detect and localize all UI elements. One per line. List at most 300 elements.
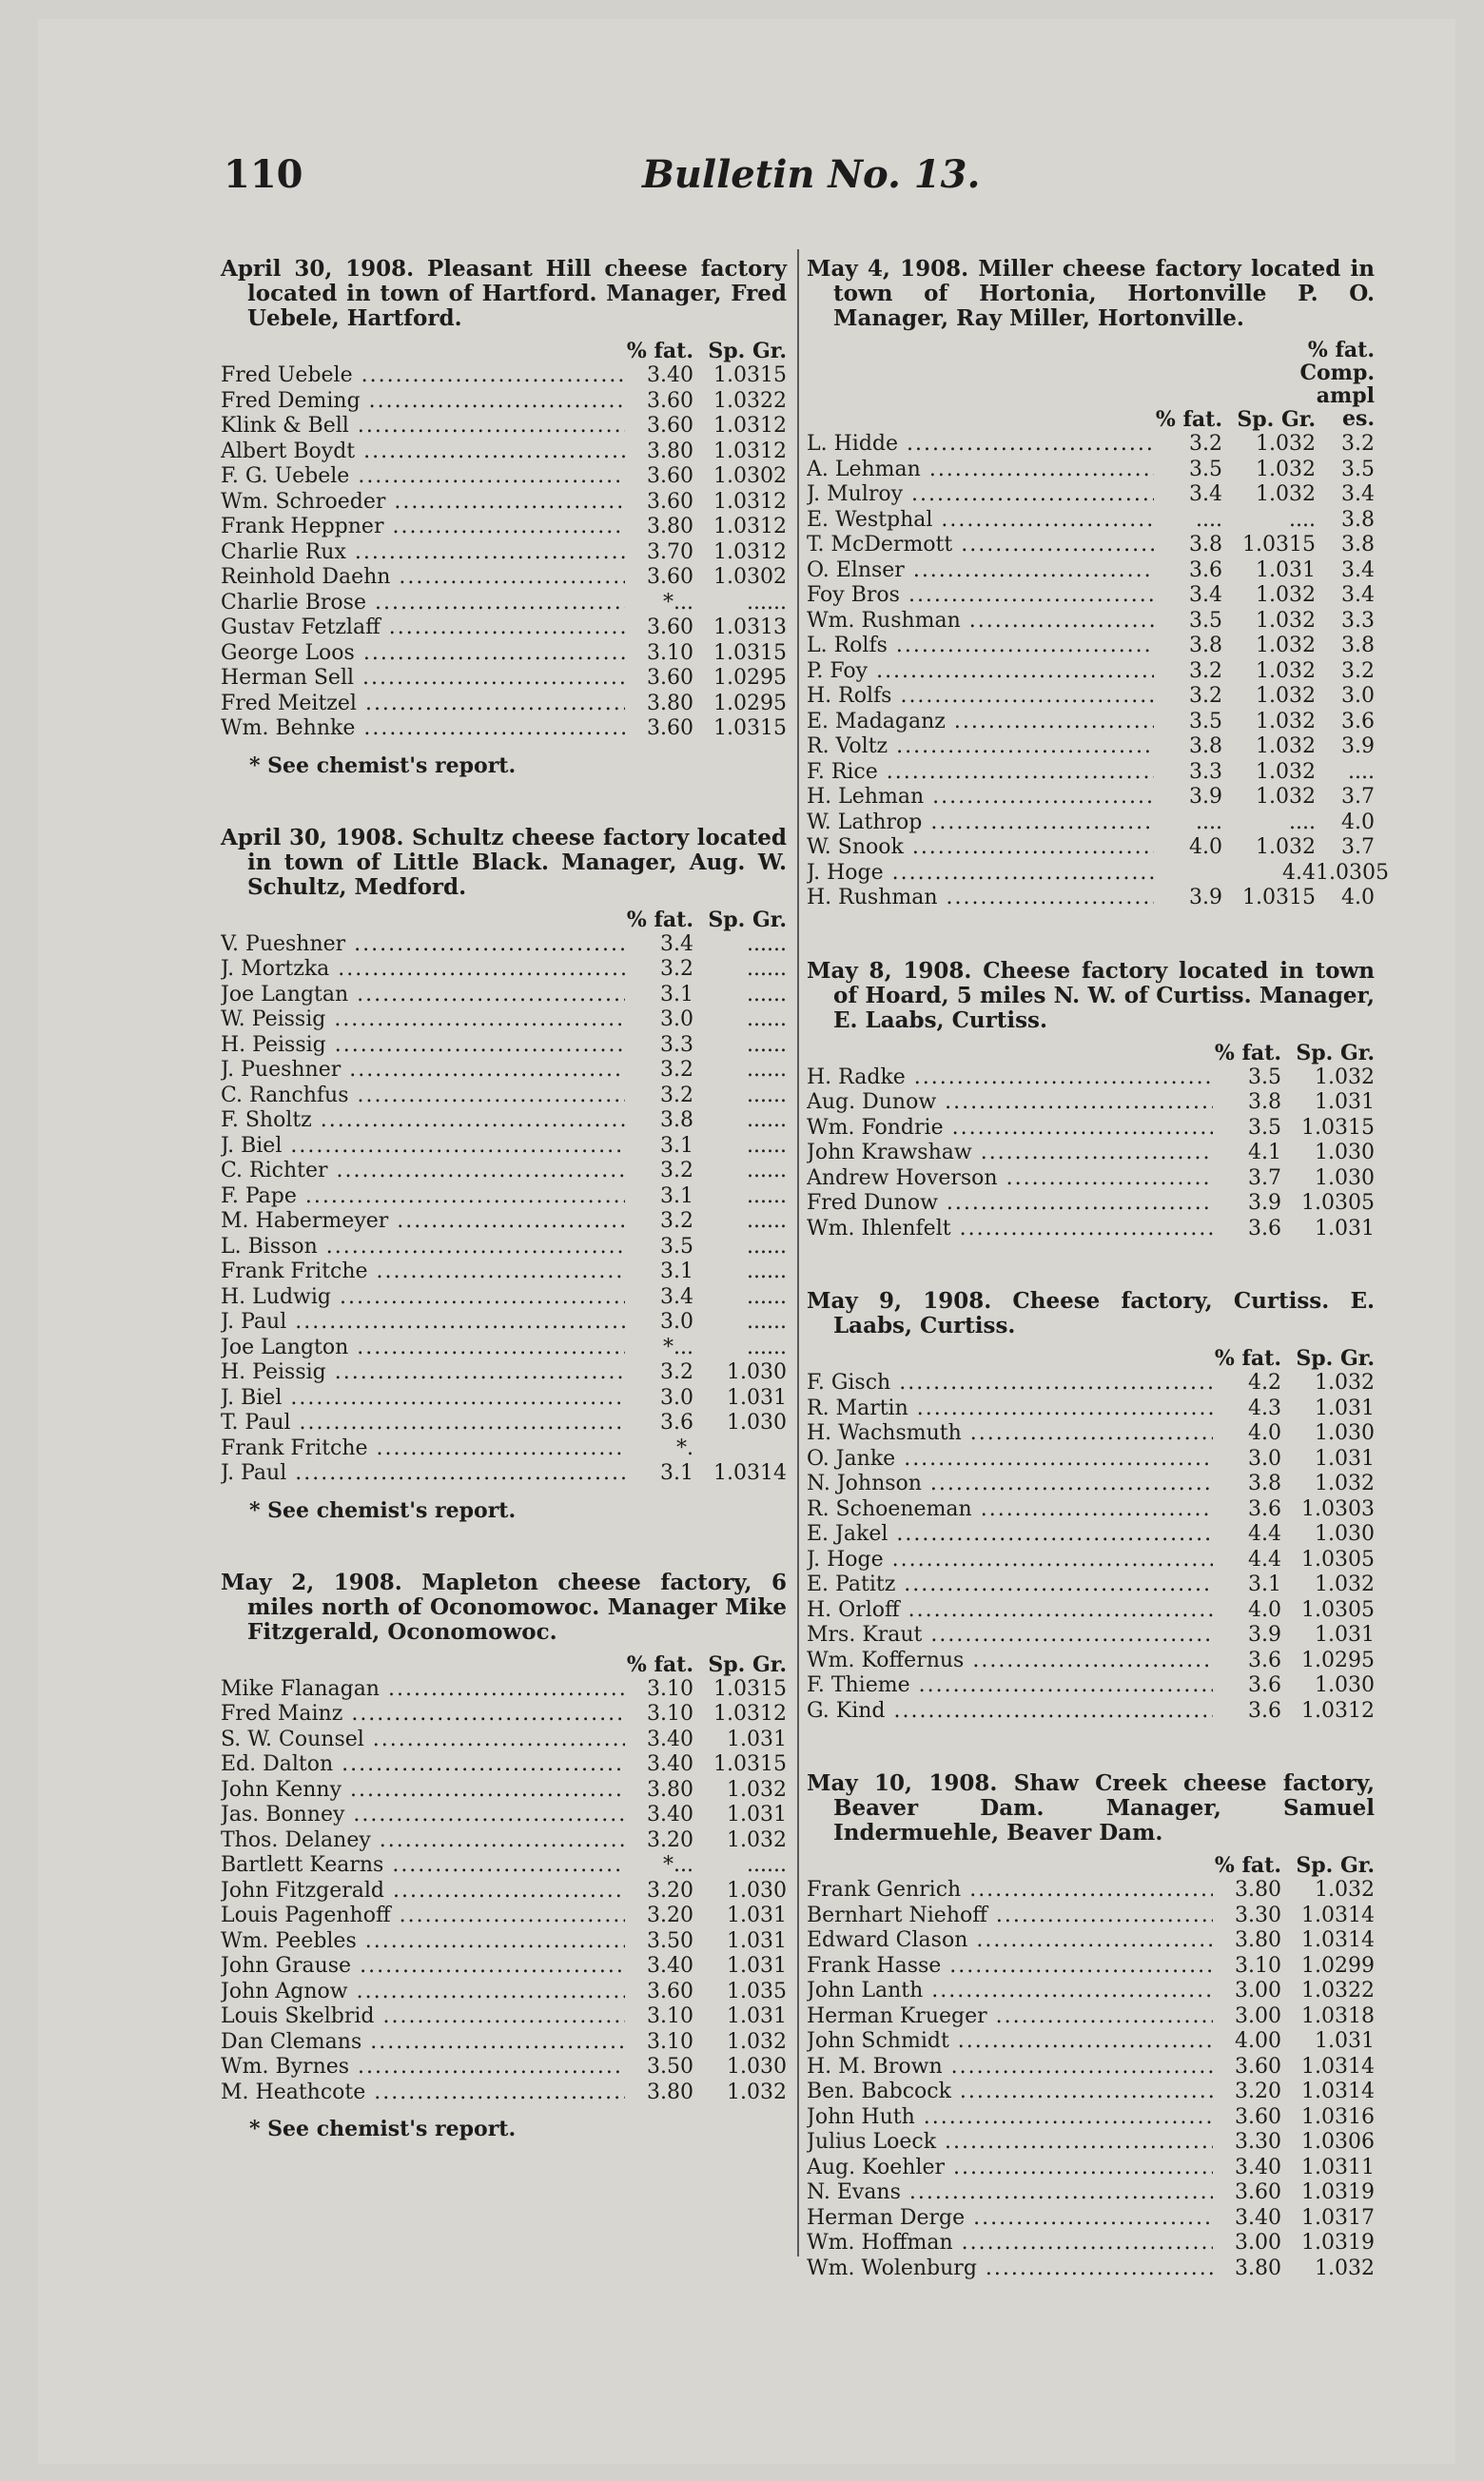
- sp-gr-value: 1.0312: [713, 1702, 787, 1726]
- sp-gr-value: 1.0302: [713, 464, 787, 488]
- fat-value: 3.80: [647, 1777, 693, 1802]
- patron-name: E. Patitz .....: [807, 1573, 1213, 1598]
- patron-name: N. Evans .....: [807, 2180, 1213, 2206]
- fat-value: ....: [1196, 507, 1222, 532]
- patron-name: Charlie Brose .....: [221, 591, 625, 616]
- sp-gr-value: 4.4: [1282, 860, 1316, 885]
- patron-name: Wm. Behnke .....: [221, 716, 625, 742]
- fat-value: 4.1: [1248, 1141, 1281, 1164]
- fat-value: 3.40: [647, 1752, 693, 1776]
- sp-gr-value: ......: [747, 1133, 787, 1158]
- table-row: [807, 1497, 1375, 1523]
- col-header-fat: % fat.: [1214, 1853, 1281, 1878]
- sp-gr-value: ......: [747, 1260, 787, 1283]
- sp-gr-value: 1.030: [727, 2055, 787, 2079]
- sp-gr-value: 1.0312: [713, 489, 787, 514]
- fat-value: 3.1: [660, 982, 693, 1006]
- table-row: [221, 932, 787, 958]
- fat-value: 4.0: [1248, 1421, 1281, 1445]
- table-row: [807, 785, 1375, 811]
- table-row: [807, 634, 1375, 659]
- composite-fat-value: 3.7: [1341, 785, 1375, 809]
- patron-name: Herman Derge .....: [807, 2206, 1213, 2232]
- patron-name: Fred Deming .....: [221, 389, 625, 415]
- patron-name: F. Sholtz .....: [221, 1108, 625, 1134]
- column-headers: [221, 337, 787, 363]
- patron-name: Joe Langtan .....: [221, 983, 625, 1008]
- fat-value: 3.60: [647, 666, 693, 690]
- patron-name: H. M. Brown .....: [807, 2055, 1213, 2081]
- table-row: [807, 1116, 1375, 1142]
- fat-value: 3.8: [1248, 1472, 1281, 1495]
- table-row: [221, 1461, 787, 1487]
- patron-name: H. Lehman .....: [807, 785, 1154, 811]
- patron-name: L. Bisson .....: [221, 1235, 625, 1260]
- patron-name: T. Paul .....: [221, 1411, 625, 1436]
- table-row: [221, 1159, 787, 1184]
- patron-name: J. Pueshner .....: [221, 1058, 625, 1084]
- patron-name: Louis Pagenhoff .....: [221, 1904, 625, 1929]
- table-row: [807, 1699, 1375, 1725]
- patron-name: Wm. Fondrie .....: [807, 1116, 1213, 1142]
- patron-name: M. Habermeyer .....: [221, 1209, 625, 1235]
- footnote: * See chemist's report.: [249, 2117, 517, 2141]
- table-row: [807, 1397, 1375, 1422]
- fat-value: 3.9: [1248, 1191, 1281, 1215]
- table-row: [221, 2081, 787, 2106]
- fat-value: 3.6: [1248, 1673, 1281, 1697]
- sp-gr-value: 1.0312: [713, 539, 787, 564]
- fat-value: 3.60: [647, 615, 693, 639]
- sp-gr-value: 1.031: [727, 1954, 787, 1978]
- fat-value: 3.20: [647, 1827, 693, 1852]
- table-row: [807, 1954, 1375, 1980]
- col-header-fat: % fat.: [626, 1651, 693, 1677]
- sp-gr-value: ......: [747, 1234, 787, 1259]
- table-row: [807, 835, 1375, 861]
- table-row: [807, 1472, 1375, 1497]
- fat-value: 3.40: [647, 1727, 693, 1751]
- sp-gr-value: 1.032: [1256, 785, 1316, 809]
- composite-fat-value: 4.0: [1341, 810, 1375, 834]
- table-row: [807, 1166, 1375, 1192]
- fat-value: 3.5: [1189, 709, 1222, 733]
- sp-gr-value: ......: [747, 1310, 787, 1334]
- patron-name: F. Gisch .....: [807, 1371, 1213, 1397]
- composite-fat-value: 3.5: [1341, 457, 1375, 481]
- composite-fat-value: 3.8: [1341, 634, 1375, 657]
- fat-value: 3.1: [1248, 1573, 1281, 1596]
- fat-value: 4.0: [1248, 1597, 1281, 1622]
- patron-name: S. W. Counsel .....: [221, 1728, 625, 1753]
- table-row: [221, 389, 787, 415]
- fat-value: 3.1: [660, 1260, 693, 1283]
- patron-name: Frank Hasse .....: [807, 1954, 1213, 1980]
- composite-fat-value: 3.6: [1341, 709, 1375, 733]
- sp-gr-value: 1.032: [727, 2029, 787, 2054]
- table-row: [807, 1904, 1375, 1929]
- table-row: [807, 860, 1389, 887]
- patron-name: Bartlett Kearns .....: [221, 1853, 625, 1879]
- sp-gr-value: 1.030: [1315, 1141, 1375, 1164]
- col-header-spgr: Sp. Gr.: [708, 907, 787, 932]
- sp-gr-value: 1.031: [1315, 1216, 1375, 1240]
- fat-value: 3.80: [647, 439, 693, 463]
- composite-fat-value: 3.8: [1341, 507, 1375, 532]
- table-row: [807, 1522, 1375, 1548]
- patron-name: John Huth .....: [807, 2105, 1213, 2131]
- col-header-fat: % fat.: [1155, 407, 1222, 432]
- table-row: [221, 565, 787, 591]
- patron-name: O. Elnser .....: [807, 558, 1154, 584]
- fat-value: 3.60: [647, 565, 693, 589]
- fat-value: 3.1: [660, 1183, 693, 1208]
- sp-gr-value: 1.0302: [713, 565, 787, 589]
- sp-gr-value: 1.0314: [713, 1461, 787, 1485]
- table-row: [807, 1065, 1375, 1091]
- table-row: [221, 540, 787, 566]
- sp-gr-value: 1.0295: [1301, 1648, 1375, 1672]
- table-row: [807, 1447, 1375, 1473]
- patron-name: Charlie Rux .....: [221, 540, 625, 566]
- sp-gr-value: 1.0316: [1301, 2104, 1375, 2129]
- sp-gr-value: ....: [1289, 810, 1316, 834]
- fat-value: 4.4: [1248, 1547, 1281, 1572]
- composite-fat-value: 1.0305: [1316, 860, 1389, 885]
- col-header-fat: % fat.: [626, 339, 693, 363]
- column-headers: [221, 1651, 787, 1677]
- col-header-fat: % fat.: [1214, 1040, 1281, 1065]
- table-row: [807, 811, 1375, 836]
- fat-value: 3.20: [647, 1878, 693, 1903]
- table-row: [221, 1411, 787, 1436]
- table-row: [221, 1360, 787, 1386]
- fat-value: *.: [676, 1436, 693, 1460]
- fat-value: *...: [663, 590, 693, 615]
- fat-value: 3.00: [1235, 1979, 1281, 2002]
- patron-name: H. Wachsmuth .....: [807, 1421, 1213, 1447]
- patron-name: J. Mortzka .....: [221, 957, 625, 983]
- table-row: [221, 692, 787, 717]
- fat-value: 3.80: [647, 2080, 693, 2104]
- sp-gr-value: ......: [747, 1083, 787, 1107]
- footnote: * See chemist's report.: [249, 1497, 517, 1523]
- report-section: [221, 826, 787, 1523]
- patron-name: Edward Clason .....: [807, 1928, 1213, 1954]
- table-row: [221, 1904, 787, 1929]
- patron-name: C. Ranchfus .....: [221, 1084, 625, 1109]
- patron-name: E. Westphal .....: [807, 508, 1154, 534]
- table-row: [221, 1310, 787, 1336]
- table-row: [221, 414, 787, 440]
- sp-gr-value: 1.0306: [1301, 2130, 1375, 2154]
- fat-value: 3.50: [647, 2055, 693, 2079]
- fat-value: 3.6: [1248, 1496, 1281, 1521]
- table-row: [807, 1141, 1375, 1166]
- sp-gr-value: 1.0313: [713, 615, 787, 639]
- patron-name: Fred Dunow .....: [807, 1191, 1213, 1217]
- patron-name: T. McDermott .....: [807, 533, 1154, 558]
- sp-gr-value: ......: [747, 1853, 787, 1877]
- patron-name: H. Orloff .....: [807, 1598, 1213, 1624]
- table-row: [221, 464, 787, 490]
- sp-gr-value: 1.0317: [1301, 2205, 1375, 2230]
- col-header-spgr: Sp. Gr.: [1296, 1346, 1375, 1371]
- fat-value: ....: [1196, 810, 1222, 834]
- fat-value: 3.2: [660, 957, 693, 981]
- composite-fat-value: 3.9: [1341, 734, 1375, 758]
- table-row: [807, 2105, 1375, 2131]
- patron-name: Wm. Schroeder .....: [221, 490, 625, 516]
- fat-value: 3.60: [1235, 2180, 1281, 2204]
- table-row: [807, 2130, 1375, 2156]
- patron-name: O. Janke .....: [807, 1447, 1213, 1473]
- patron-name: Louis Skelbrid .....: [221, 2004, 625, 2030]
- fat-value: 3.9: [1189, 886, 1222, 909]
- patron-name: V. Pueshner .....: [221, 932, 625, 958]
- patron-name: Bernhart Niehoff .....: [807, 1904, 1213, 1929]
- table-row: [221, 1209, 787, 1235]
- table-row: [807, 734, 1375, 760]
- patron-name: John Grause .....: [221, 1954, 625, 1980]
- sp-gr-value: 1.031: [1315, 1623, 1375, 1647]
- patron-name: L. Rolfs .....: [807, 634, 1154, 659]
- fat-value: 3.4: [660, 931, 693, 956]
- report-section: [221, 257, 787, 778]
- patron-name: E. Madaganz .....: [807, 710, 1154, 735]
- patron-name: W. Peissig .....: [221, 1007, 625, 1033]
- table-row: [221, 591, 787, 616]
- table-row: [221, 1828, 787, 1854]
- sp-gr-value: 1.032: [727, 2080, 787, 2104]
- sp-gr-value: 1.0318: [1301, 2003, 1375, 2028]
- sp-gr-value: 1.0314: [1301, 2054, 1375, 2079]
- patron-name: J. Paul .....: [221, 1461, 625, 1487]
- patron-name: Wm. Peebles .....: [221, 1929, 625, 1955]
- table-row: [807, 1928, 1375, 1954]
- fat-value: 3.3: [1189, 759, 1222, 784]
- sp-gr-value: ......: [747, 1007, 787, 1031]
- fat-value: 3.4: [660, 1284, 693, 1309]
- table-row: [221, 1677, 787, 1703]
- fat-value: *...: [663, 1335, 693, 1359]
- col-header-spgr: Sp. Gr.: [708, 339, 787, 363]
- table-row: [807, 533, 1375, 558]
- sp-gr-value: 1.031: [1315, 1090, 1375, 1114]
- table-row: [807, 1548, 1375, 1573]
- sp-gr-value: 1.0314: [1301, 1903, 1375, 1927]
- table-row: [807, 583, 1375, 609]
- fat-value: 3.5: [1189, 608, 1222, 633]
- patron-name: Andrew Hoverson .....: [807, 1166, 1213, 1192]
- patron-name: R. Voltz .....: [807, 734, 1154, 760]
- sp-gr-value: 1.032: [1256, 658, 1316, 683]
- table-row: [807, 1979, 1375, 2004]
- patron-name: John Agnow .....: [221, 1980, 625, 2005]
- fat-value: 3.2: [1189, 684, 1222, 708]
- sp-gr-value: 1.030: [1315, 1421, 1375, 1445]
- fat-value: 3.60: [1235, 2054, 1281, 2079]
- fat-value: 3.2: [1189, 658, 1222, 683]
- table-row: [221, 515, 787, 540]
- sp-gr-value: 1.0315: [713, 1752, 787, 1776]
- table-row: [807, 1598, 1375, 1624]
- sp-gr-value: 1.0319: [1301, 2180, 1375, 2204]
- sp-gr-value: ......: [747, 1335, 787, 1359]
- sp-gr-value: 1.032: [1256, 759, 1316, 784]
- section-heading: May 4, 1908. Miller cheese factory located in town of Hortonia, Hortonville P. O. Manager, Ray Miller, Hortonville.: [807, 256, 1375, 331]
- sp-gr-value: 1.032: [1256, 482, 1316, 506]
- sp-gr-value: 1.031: [727, 1904, 787, 1927]
- patron-name: Thos. Delaney .....: [221, 1828, 625, 1854]
- table-row: [807, 886, 1375, 911]
- sp-gr-value: 1.030: [727, 1878, 787, 1903]
- fat-value: 3.50: [647, 1928, 693, 1953]
- patron-name: Julius Loeck .....: [807, 2130, 1213, 2156]
- sp-gr-value: 1.0315: [1242, 533, 1316, 557]
- table-row: [807, 659, 1375, 685]
- fat-value: 3.80: [1235, 1878, 1281, 1902]
- composite-fat-value: 3.0: [1341, 684, 1375, 708]
- table-row: [807, 2206, 1375, 2232]
- sp-gr-value: ......: [747, 957, 787, 981]
- table-row: [221, 440, 787, 465]
- patron-name: Frank Heppner .....: [221, 515, 625, 540]
- fat-value: 3.8: [1248, 1090, 1281, 1114]
- patron-name: J. Hoge .....: [807, 1548, 1213, 1573]
- fat-value: 3.4: [1189, 482, 1222, 506]
- sp-gr-value: 1.031: [1315, 1396, 1375, 1420]
- patron-name: J. Biel .....: [221, 1134, 625, 1160]
- table-row: [221, 1336, 787, 1361]
- fat-value: 3.2: [660, 1159, 693, 1182]
- fat-value: 3.6: [1248, 1648, 1281, 1672]
- patron-name: W. Snook .....: [807, 835, 1154, 861]
- fat-value: 3.20: [647, 1904, 693, 1927]
- sp-gr-value: 1.032: [1315, 2256, 1375, 2280]
- section-heading: May 2, 1908. Mapleton cheese factory, 6 miles north of Oconomowoc. Manager Mike Fitzgerald, Oconomowoc.: [221, 1569, 787, 1645]
- table-row: [221, 666, 787, 692]
- sp-gr-value: 1.032: [1256, 835, 1316, 859]
- sp-gr-value: 1.032: [1256, 608, 1316, 633]
- running-head: Bulletin No. 13.: [642, 152, 981, 197]
- sp-gr-value: 1.031: [1315, 1446, 1375, 1471]
- sp-gr-value: 1.0315: [1242, 886, 1316, 909]
- table-row: [807, 508, 1375, 534]
- patron-name: M. Heathcote .....: [221, 2081, 625, 2106]
- composite-header-line: es.: [1341, 406, 1375, 431]
- patron-name: J. Biel .....: [221, 1386, 625, 1412]
- fat-value: 3.1: [660, 1133, 693, 1158]
- patron-name: Wm. Rushman .....: [807, 609, 1154, 635]
- fat-value: 3.70: [647, 539, 693, 564]
- fat-value: 3.00: [1235, 2231, 1281, 2255]
- patron-name: Foy Bros .....: [807, 583, 1154, 609]
- sp-gr-value: 1.0315: [713, 716, 787, 740]
- sp-gr-value: ....: [1289, 507, 1316, 532]
- composite-header-line: % fat.: [1307, 338, 1375, 362]
- patron-name: Herman Sell .....: [221, 666, 625, 692]
- sp-gr-value: 1.0295: [713, 691, 787, 715]
- patron-name: F. Thieme .....: [807, 1673, 1213, 1699]
- fat-value: 3.30: [1235, 2130, 1281, 2154]
- table-row: [221, 1184, 787, 1210]
- fat-value: 3.6: [1189, 557, 1222, 582]
- composite-fat-value: 3.4: [1341, 583, 1375, 607]
- table-row: [221, 1033, 787, 1059]
- fat-value: 3.2: [660, 1209, 693, 1233]
- fat-value: 3.40: [1235, 2155, 1281, 2179]
- sp-gr-value: 1.0305: [1301, 1547, 1375, 1572]
- composite-header-line: Comp.: [1299, 361, 1375, 385]
- patron-name: H. Peissig .....: [221, 1360, 625, 1386]
- patron-name: W. Lathrop .....: [807, 811, 1154, 836]
- table-row: [807, 1371, 1375, 1397]
- patron-name: H. Peissig .....: [221, 1033, 625, 1059]
- fat-value: 3.10: [1235, 1953, 1281, 1978]
- section-heading: April 30, 1908. Pleasant Hill cheese factory located in town of Hartford. Manager, Fred Uebele, Hartford.: [221, 256, 787, 331]
- composite-fat-value: ....: [1348, 759, 1375, 784]
- sp-gr-value: 1.032: [1256, 432, 1316, 456]
- col-header-spgr: Sp. Gr.: [1296, 1040, 1375, 1065]
- table-row: [221, 1108, 787, 1134]
- patron-name: Jas. Bonney .....: [221, 1803, 625, 1828]
- table-row: [807, 558, 1375, 584]
- table-row: [807, 609, 1375, 635]
- table-row: [221, 716, 787, 742]
- patron-name: Albert Boydt .....: [221, 440, 625, 465]
- sp-gr-value: 1.032: [1315, 1065, 1375, 1089]
- patron-name: L. Hidde .....: [807, 432, 1154, 458]
- section-heading: May 9, 1908. Cheese factory, Curtiss. E. Laabs, Curtiss.: [807, 1288, 1375, 1338]
- table-row: [807, 2055, 1375, 2081]
- fat-value: 3.00: [1235, 2003, 1281, 2028]
- fat-value: 3.8: [1189, 634, 1222, 657]
- sp-gr-value: 1.0295: [713, 666, 787, 690]
- fat-value: 3.0: [660, 1310, 693, 1334]
- table-row: [807, 2029, 1375, 2055]
- patron-name: Dan Clemans .....: [221, 2030, 625, 2056]
- patron-name: Aug. Koehler .....: [807, 2156, 1213, 2181]
- patron-name: John Fitzgerald .....: [221, 1879, 625, 1905]
- fat-value: 3.10: [647, 1702, 693, 1726]
- report-section: [221, 1571, 787, 2142]
- column-headers: [221, 906, 787, 932]
- sp-gr-value: 1.032: [1256, 457, 1316, 481]
- table-row: [807, 1649, 1375, 1674]
- fat-value: 3.4: [1189, 583, 1222, 607]
- patron-name: G. Kind .....: [807, 1699, 1213, 1725]
- sp-gr-value: 1.0315: [713, 363, 787, 387]
- sp-gr-value: 1.0314: [1301, 2080, 1375, 2103]
- sp-gr-value: 1.0322: [713, 388, 787, 413]
- sp-gr-value: 1.031: [727, 1727, 787, 1751]
- sp-gr-value: 1.0319: [1301, 2231, 1375, 2255]
- column-headers: [807, 1851, 1375, 1878]
- sp-gr-value: 1.032: [1315, 1472, 1375, 1495]
- patron-name: Wm. Ihlenfelt .....: [807, 1217, 1213, 1242]
- col-header-spgr: Sp. Gr.: [1296, 1853, 1375, 1878]
- fat-value: 4.00: [1235, 2029, 1281, 2053]
- sp-gr-value: 1.0312: [713, 414, 787, 438]
- left-column: [221, 257, 787, 2189]
- fat-value: 3.10: [647, 2004, 693, 2028]
- table-row: [221, 641, 787, 667]
- table-row: [807, 1878, 1375, 1904]
- composite-header-line: ampl: [1316, 383, 1375, 408]
- sp-gr-value: ......: [747, 1183, 787, 1208]
- table-row: [221, 1007, 787, 1033]
